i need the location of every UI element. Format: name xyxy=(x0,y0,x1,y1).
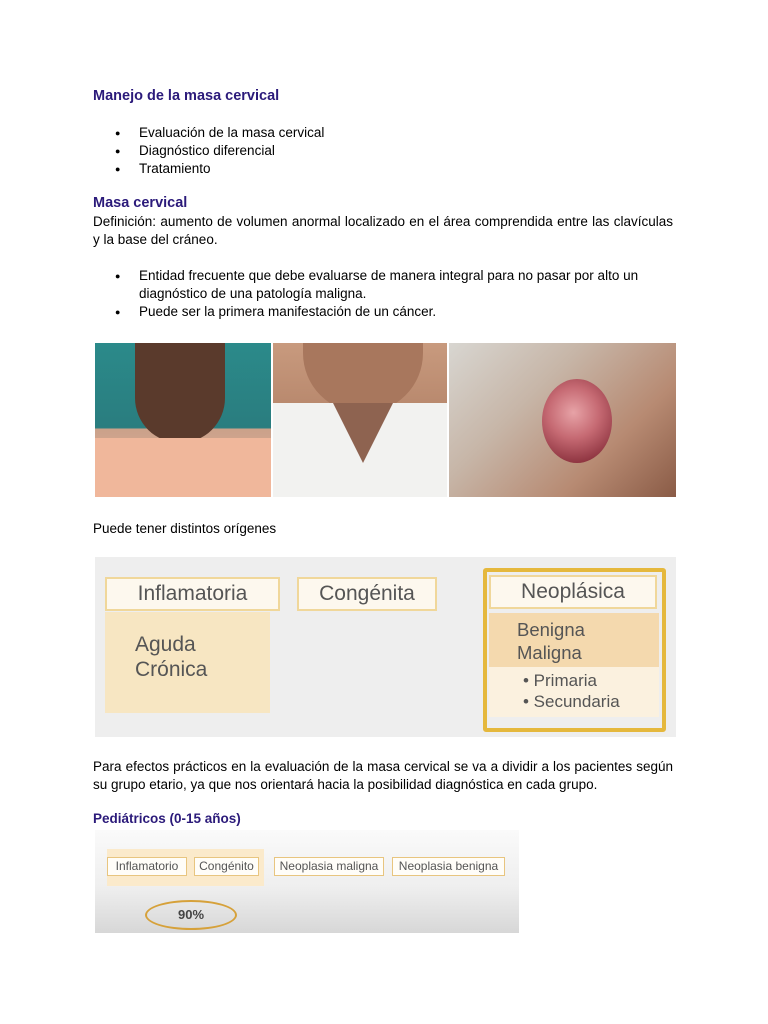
masa-bullet-list xyxy=(93,267,673,321)
section-title-pediatricos: Pediátricos (0-15 años) xyxy=(93,811,241,826)
neck-tumor-photo xyxy=(449,343,676,497)
tag-neoplasia-benigna: Neoplasia benigna xyxy=(392,857,505,876)
list-item: ● Evaluación de la masa cervical xyxy=(93,124,673,142)
tumor-mass xyxy=(542,379,612,463)
origins-intro: Puede tener distintos orígenes xyxy=(93,521,277,536)
category-congenita: Congénita xyxy=(297,577,437,611)
percent-badge: 90% xyxy=(145,900,237,930)
neck-photo-2 xyxy=(273,343,447,497)
item-benigna: Benigna xyxy=(517,619,585,640)
item-primaria: • Primaria xyxy=(523,671,597,690)
origins-figure xyxy=(95,557,676,737)
list-item: ● Tratamiento xyxy=(93,160,673,178)
manejo-bullet-list xyxy=(93,124,673,178)
maligna-subtypes xyxy=(489,667,659,717)
section-title-masa-cervical: Masa cervical xyxy=(93,195,188,211)
inflamatoria-panel xyxy=(105,612,270,713)
category-neoplasica: Neoplásica xyxy=(489,575,657,609)
age-group-paragraph: Para efectos prácticos en la evaluación de la masa cervical se va a dividir a los pacientes según su grupo etario, ya que nos orientará hacia la posibilidad diagnóstica en cada grupo. xyxy=(93,759,673,792)
list-item: ● Diagnóstico diferencial xyxy=(93,142,673,160)
tag-inflamatorio: Inflamatorio xyxy=(107,857,187,876)
definition-paragraph: Definición: aumento de volumen anormal localizado en el área comprendida entre las clavículas y la base del cráneo. xyxy=(93,214,673,247)
category-inflamatoria: Inflamatoria xyxy=(105,577,280,611)
neoplasica-panel xyxy=(489,613,659,667)
tag-congenito: Congénito xyxy=(194,857,259,876)
item-secundaria: • Secundaria xyxy=(523,692,620,711)
item-aguda: Aguda xyxy=(135,633,196,656)
clinical-photos xyxy=(95,343,676,497)
tag-neoplasia-maligna: Neoplasia maligna xyxy=(274,857,384,876)
pediatric-figure xyxy=(95,830,519,933)
section-title-manejo: Manejo de la masa cervical xyxy=(93,88,280,104)
list-item: ● Entidad frecuente que debe evaluarse de manera integral para no pasar por alto un diagnóstico de una patología maligna. xyxy=(93,267,673,303)
item-cronica: Crónica xyxy=(135,658,208,681)
neck-photo-1 xyxy=(95,343,271,497)
list-item: ● Puede ser la primera manifestación de un cáncer. xyxy=(93,303,673,321)
item-maligna: Maligna xyxy=(517,642,582,663)
